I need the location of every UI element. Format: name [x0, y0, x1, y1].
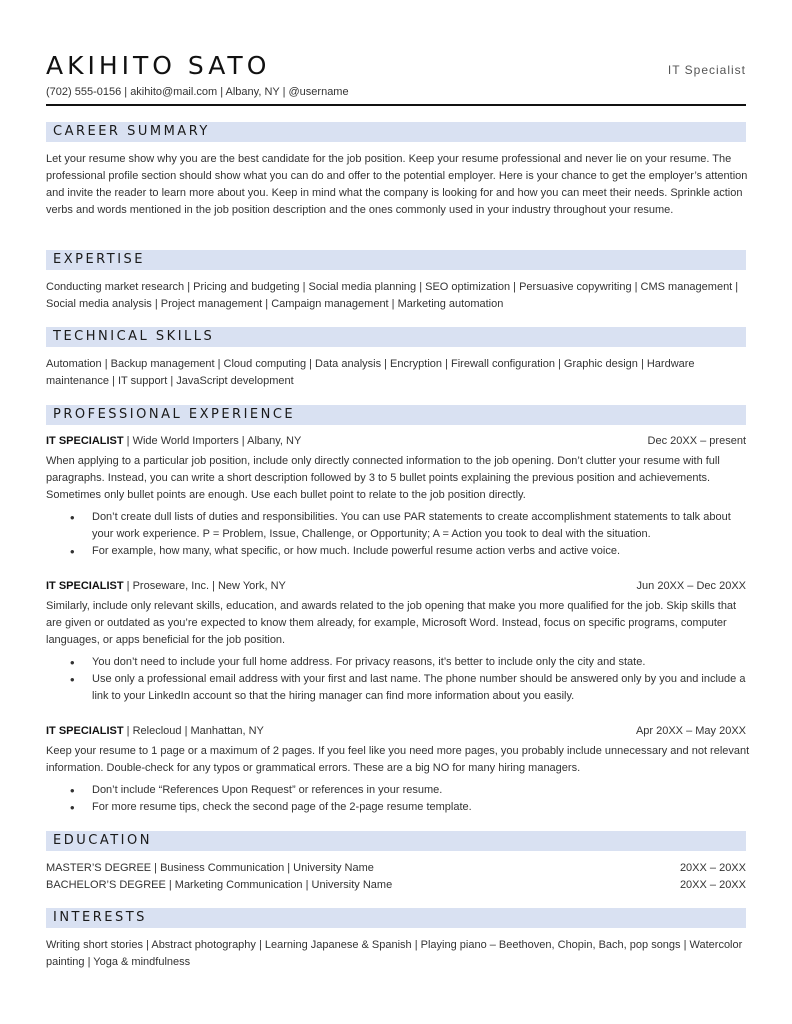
section-heading-expertise: EXPERTISE [46, 250, 746, 270]
job-dates: Dec 20XX – present [647, 435, 746, 447]
header-divider [46, 104, 746, 106]
job-company: | Wide World Importers | Albany, NY [123, 435, 302, 447]
candidate-name: AKIHITO SATO [46, 51, 271, 80]
education-dates: 20XX – 20XX [679, 862, 746, 874]
job-bullet: • Don’t include “References Upon Request” or references in your resume. [46, 782, 746, 799]
job-dates: Apr 20XX – May 20XX [635, 725, 746, 737]
job-description: When applying to a particular job position, include only directly connected information to the job opening. Don’t clutter your resume with full paragraphs. Instead, you can write a short description followed by 3 to 5 bullet points explaining the previous position and achievements. Sometimes only bullet points are enough. Use each bullet point to relate to the job position directly. [46, 455, 720, 501]
job-role: IT SPECIALIST [46, 435, 124, 447]
career-summary-text: Let your resume show why you are the best candidate for the job position. Keep your resume professional and never lie on your resume. The professional profile section should show what you can do and offer to the potential employer. Here is your chance to get the employer’s attention and invite the reader to learn more about you. Keep in mind what the company is looking for and how you can meet their needs. Sprinkle action verbs and words mentioned in the job position description and the ones commonly used in your industry throughout your resume. [46, 153, 748, 216]
education-degree: MASTER’S DEGREE | Business Communication | University Name [46, 862, 374, 874]
job-company: | Relecloud | Manhattan, NY [123, 725, 264, 737]
job-bullet-list [46, 509, 746, 560]
job-bullet: • You don’t need to include your full home address. For privacy reasons, it’s better to include only the city and state. [46, 654, 746, 671]
job-company: | Proseware, Inc. | New York, NY [123, 580, 286, 592]
job-dates: Jun 20XX – Dec 20XX [636, 580, 746, 592]
section-heading-education: EDUCATION [46, 831, 746, 851]
job-bullet: • Use only a professional email address with your first and last name. The phone number should be answered only by you and include a link to your LinkedIn account so that the hiring manager can find more information about you easily. [46, 671, 746, 705]
job-bullet-list [46, 654, 746, 705]
job-role: IT SPECIALIST [46, 580, 124, 592]
job-description: Similarly, include only relevant skills, education, and awards related to the job opening that make you more qualified for the job. Skip skills that are given or outdated as you’re expected to know them already, for example, Microsoft Word. Instead, focus on specific programs, computer languages, or apps beneficial for the job position. [46, 600, 737, 646]
section-heading-interests: INTERESTS [46, 908, 746, 928]
job-bullet: • For more resume tips, check the second page of the 2-page resume template. [46, 799, 746, 816]
education-dates: 20XX – 20XX [679, 879, 746, 891]
job-role: IT SPECIALIST [46, 725, 124, 737]
job-header [46, 723, 746, 739]
candidate-title: IT Specialist [667, 63, 746, 77]
job-header [46, 578, 746, 594]
contact-line: (702) 555-0156 | akihito@mail.com | Albany, NY | @username [46, 86, 349, 98]
education-degree: BACHELOR’S DEGREE | Marketing Communication | University Name [46, 879, 393, 891]
technical-skills-text: Automation | Backup management | Cloud computing | Data analysis | Encryption | Firewall configuration | Graphic design | Hardware maintenance | IT support | JavaScript development [46, 358, 695, 387]
job-description: Keep your resume to 1 page or a maximum of 2 pages. If you feel like you need more pages, you probably include unnecessary and not relevant information. Double-check for any typos or grammatical errors. These are a big NO for many hiring managers. [46, 745, 750, 774]
job-bullet: • Don’t create dull lists of duties and responsibilities. You can use PAR statements to create accomplishment statements to talk about your work experience. P = Problem, Issue, Challenge, or Opportunity; A = Action you took to deal with the situation. [46, 509, 746, 543]
section-heading-professional-experience: PROFESSIONAL EXPERIENCE [46, 405, 746, 425]
job-bullet: • For example, how many, what specific, or how much. Include powerful resume action verbs and active voice. [46, 543, 746, 560]
education-entry [46, 860, 746, 877]
education-entry [46, 877, 746, 894]
job-bullet-list [46, 782, 746, 816]
interests-text: Writing short stories | Abstract photography | Learning Japanese & Spanish | Playing piano – Beethoven, Chopin, Bach, pop songs | Watercolor painting | Yoga & mindfulness [46, 939, 743, 968]
section-heading-technical-skills: TECHNICAL SKILLS [46, 327, 746, 347]
section-heading-career-summary: CAREER SUMMARY [46, 122, 746, 142]
expertise-text: Conducting market research | Pricing and budgeting | Social media planning | SEO optimization | Persuasive copywriting | CMS management | Social media analysis | Project management | Campaign management | Marketing automation [46, 281, 739, 310]
job-header [46, 433, 746, 449]
